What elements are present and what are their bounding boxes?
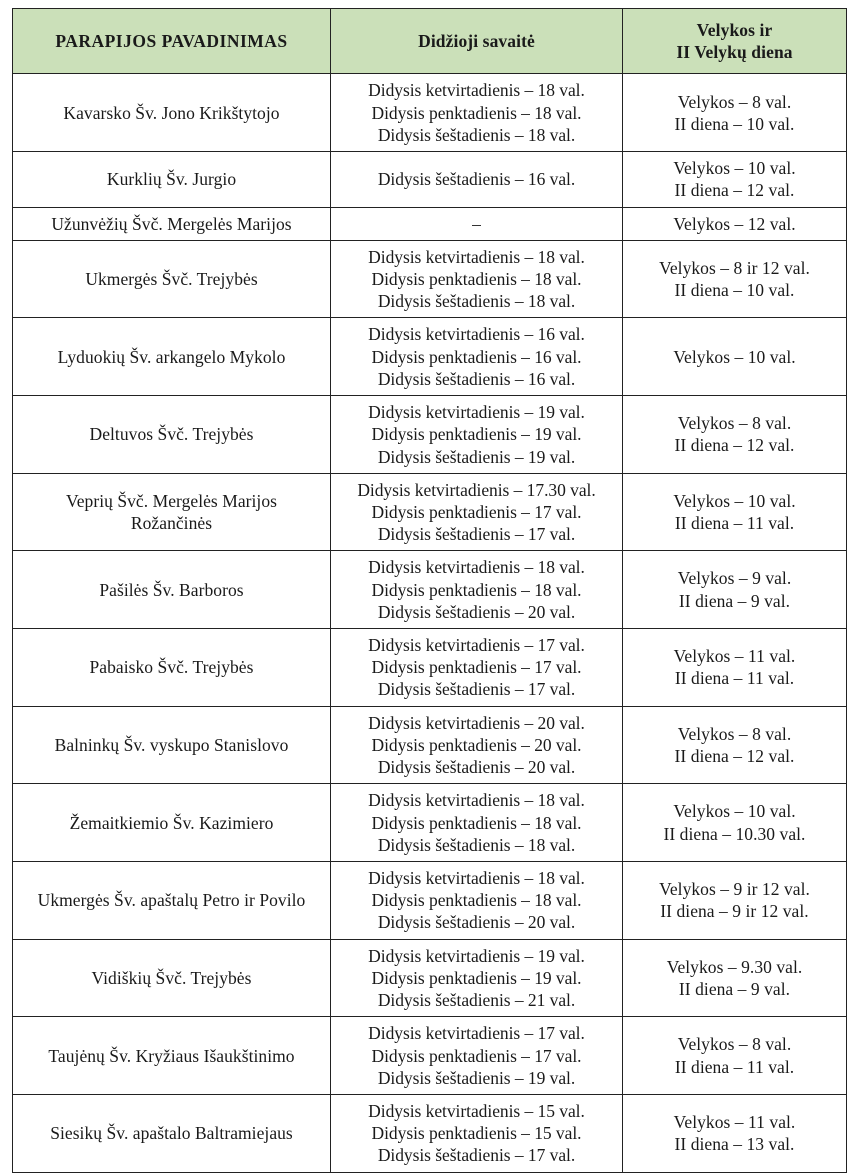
cell-line: Didysis šeštadienis – 18 val. bbox=[377, 124, 576, 145]
cell-line: Balninkų Šv. vyskupo Stanislovo bbox=[54, 734, 289, 755]
cell-text bbox=[19, 734, 324, 756]
cell-text bbox=[19, 1122, 324, 1144]
cell-line: II diena – 10.30 val. bbox=[663, 823, 806, 844]
cell-line: Didysis šeštadienis – 19 val. bbox=[377, 1067, 576, 1088]
cell-text bbox=[19, 967, 324, 989]
parish-name-cell bbox=[13, 1094, 331, 1172]
cell-line: II diena – 13 val. bbox=[674, 1134, 795, 1155]
cell-text bbox=[337, 246, 616, 313]
table-row bbox=[13, 318, 847, 396]
cell-line: Pašilės Šv. Barboros bbox=[99, 579, 244, 600]
cell-line: II diena – 9 val. bbox=[678, 978, 791, 999]
parish-name-cell bbox=[13, 152, 331, 207]
easter-schedule-cell bbox=[623, 862, 847, 940]
table-row bbox=[13, 862, 847, 940]
cell-line: Didysis ketvirtadienis – 17 val. bbox=[368, 1023, 585, 1044]
holy-week-schedule-cell bbox=[331, 152, 623, 207]
cell-line: Didysis ketvirtadienis – 17 val. bbox=[368, 635, 585, 656]
table-row bbox=[13, 74, 847, 152]
cell-text bbox=[337, 789, 616, 856]
cell-line: Didysis šeštadienis – 17 val. bbox=[377, 679, 576, 700]
cell-line: Velykos – 8 val. bbox=[677, 413, 792, 434]
table-row bbox=[13, 152, 847, 207]
cell-line: Didysis penktadienis – 19 val. bbox=[371, 967, 582, 988]
cell-line: II diena – 10 val. bbox=[674, 113, 795, 134]
table-row bbox=[13, 784, 847, 862]
cell-line: Didysis penktadienis – 16 val. bbox=[371, 346, 582, 367]
cell-text bbox=[629, 645, 840, 689]
table-row bbox=[13, 207, 847, 240]
cell-line: Velykos – 12 val. bbox=[673, 213, 796, 234]
table-row bbox=[13, 396, 847, 474]
holy-week-schedule-cell bbox=[331, 706, 623, 784]
cell-line: Didysis penktadienis – 18 val. bbox=[371, 812, 582, 833]
table-header-row bbox=[13, 9, 847, 74]
cell-line: Didysis šeštadienis – 18 val. bbox=[377, 291, 576, 312]
column-header-easter bbox=[623, 9, 847, 74]
cell-text bbox=[629, 956, 840, 1000]
cell-line: Didysis penktadienis – 17 val. bbox=[371, 1045, 582, 1066]
cell-line: Didysis penktadienis – 17 val. bbox=[371, 657, 582, 678]
cell-text bbox=[19, 1045, 324, 1067]
cell-line: Velykos – 10 val. bbox=[673, 158, 796, 179]
holy-week-schedule-cell bbox=[331, 551, 623, 629]
cell-text bbox=[337, 323, 616, 390]
cell-line: Didysis penktadienis – 20 val. bbox=[371, 734, 582, 755]
parish-name-cell bbox=[13, 784, 331, 862]
cell-line: Velykos – 8 val. bbox=[677, 91, 792, 112]
cell-line: Velykos – 9 val. bbox=[677, 568, 792, 589]
parish-name-cell bbox=[13, 74, 331, 152]
cell-line: Veprių Švč. Mergelės Marijos bbox=[65, 490, 278, 511]
table-body bbox=[13, 74, 847, 1172]
cell-line: – bbox=[472, 213, 481, 234]
easter-schedule-cell bbox=[623, 396, 847, 474]
easter-schedule-cell bbox=[623, 629, 847, 707]
cell-line: Velykos – 11 val. bbox=[673, 1112, 796, 1133]
header-line: PARAPIJOS PAVADINIMAS bbox=[55, 31, 288, 52]
cell-line: Ukmergės Švč. Trejybės bbox=[85, 268, 258, 289]
cell-line: Didysis ketvirtadienis – 18 val. bbox=[368, 246, 585, 267]
easter-schedule-cell bbox=[623, 74, 847, 152]
cell-text bbox=[629, 346, 840, 368]
parish-name-cell bbox=[13, 207, 331, 240]
cell-line: Didysis ketvirtadienis – 20 val. bbox=[368, 712, 585, 733]
table-row bbox=[13, 551, 847, 629]
cell-line: Didysis šeštadienis – 16 val. bbox=[377, 169, 576, 190]
parish-name-cell bbox=[13, 939, 331, 1017]
cell-line: Ukmergės Šv. apaštalų Petro ir Povilo bbox=[37, 890, 306, 911]
cell-line: II diena – 12 val. bbox=[674, 435, 795, 456]
easter-schedule-cell bbox=[623, 939, 847, 1017]
cell-line: Didysis penktadienis – 18 val. bbox=[371, 102, 582, 123]
cell-line: Didysis šeštadienis – 19 val. bbox=[377, 446, 576, 467]
cell-line: Didysis šeštadienis – 20 val. bbox=[377, 601, 576, 622]
cell-text bbox=[19, 579, 324, 601]
cell-text bbox=[337, 168, 616, 190]
cell-text bbox=[337, 1100, 616, 1167]
cell-line: Siesikų Šv. apaštalo Baltramiejaus bbox=[50, 1123, 293, 1144]
cell-text bbox=[337, 634, 616, 701]
cell-text bbox=[19, 346, 324, 368]
cell-text bbox=[337, 1022, 616, 1089]
parish-name-cell bbox=[13, 706, 331, 784]
cell-text bbox=[629, 567, 840, 611]
cell-line: Velykos – 10 val. bbox=[673, 346, 796, 367]
cell-text bbox=[19, 268, 324, 290]
cell-line: Velykos – 9.30 val. bbox=[666, 956, 803, 977]
cell-line: Vidiškių Švč. Trejybės bbox=[91, 967, 252, 988]
easter-schedule-cell bbox=[623, 207, 847, 240]
parish-name-cell bbox=[13, 318, 331, 396]
cell-text bbox=[337, 867, 616, 934]
cell-text bbox=[337, 945, 616, 1012]
cell-text bbox=[337, 79, 616, 146]
cell-line: Didysis šeštadienis – 16 val. bbox=[377, 368, 576, 389]
cell-line: Didysis ketvirtadienis – 19 val. bbox=[368, 402, 585, 423]
holy-week-schedule-cell bbox=[331, 1017, 623, 1095]
cell-text bbox=[629, 412, 840, 456]
cell-line: II diena – 9 val. bbox=[678, 590, 791, 611]
cell-text bbox=[337, 401, 616, 468]
easter-schedule-cell bbox=[623, 1017, 847, 1095]
cell-line: Didysis ketvirtadienis – 15 val. bbox=[368, 1100, 585, 1121]
cell-line: II diena – 12 val. bbox=[674, 746, 795, 767]
table-row bbox=[13, 706, 847, 784]
cell-line: Didysis šeštadienis – 17 val. bbox=[377, 1145, 576, 1166]
cell-text bbox=[629, 1033, 840, 1077]
easter-schedule-cell bbox=[623, 784, 847, 862]
column-header-text bbox=[629, 19, 840, 63]
cell-text bbox=[629, 257, 840, 301]
cell-text bbox=[337, 556, 616, 623]
cell-line: Didysis penktadienis – 17 val. bbox=[371, 501, 582, 522]
column-header-parish bbox=[13, 9, 331, 74]
cell-line: Didysis ketvirtadienis – 18 val. bbox=[368, 80, 585, 101]
cell-line: Kavarsko Šv. Jono Krikštytojo bbox=[63, 102, 280, 123]
cell-line: Didysis ketvirtadienis – 18 val. bbox=[368, 868, 585, 888]
cell-line: II diena – 10 val. bbox=[674, 280, 795, 301]
parish-schedule-table bbox=[12, 8, 847, 1173]
cell-line: Didysis ketvirtadienis – 17.30 val. bbox=[357, 479, 596, 500]
cell-text bbox=[19, 490, 324, 534]
cell-line: Didysis ketvirtadienis – 19 val. bbox=[368, 945, 585, 966]
cell-text bbox=[629, 723, 840, 767]
parish-name-cell bbox=[13, 240, 331, 318]
cell-line: Didysis penktadienis – 15 val. bbox=[371, 1123, 582, 1144]
easter-schedule-cell bbox=[623, 1094, 847, 1172]
cell-text bbox=[337, 712, 616, 779]
cell-line: Pabaisko Švč. Trejybės bbox=[89, 657, 254, 678]
cell-line: Kurklių Šv. Jurgio bbox=[106, 169, 237, 190]
cell-line: Didysis ketvirtadienis – 16 val. bbox=[368, 324, 585, 345]
cell-line: II diena – 9 ir 12 val. bbox=[660, 901, 809, 922]
table-row bbox=[13, 1017, 847, 1095]
cell-line: II diena – 12 val. bbox=[674, 180, 795, 201]
cell-line: Didysis šeštadienis – 21 val. bbox=[377, 990, 576, 1011]
cell-line: Didysis šeštadienis – 20 val. bbox=[377, 912, 576, 933]
parish-name-cell bbox=[13, 862, 331, 940]
parish-name-cell bbox=[13, 396, 331, 474]
cell-line: II diena – 11 val. bbox=[674, 1056, 795, 1077]
holy-week-schedule-cell bbox=[331, 207, 623, 240]
cell-text bbox=[629, 213, 840, 235]
cell-text bbox=[19, 168, 324, 190]
parish-name-cell bbox=[13, 629, 331, 707]
cell-line: Didysis ketvirtadienis – 18 val. bbox=[368, 790, 585, 811]
holy-week-schedule-cell bbox=[331, 318, 623, 396]
cell-line: Didysis ketvirtadienis – 18 val. bbox=[368, 557, 585, 578]
cell-line: Velykos – 11 val. bbox=[673, 646, 796, 667]
holy-week-schedule-cell bbox=[331, 473, 623, 551]
cell-line: Didysis šeštadienis – 20 val. bbox=[377, 757, 576, 778]
cell-text bbox=[629, 878, 840, 922]
column-header-text bbox=[337, 30, 616, 52]
cell-line: II diena – 11 val. bbox=[674, 668, 795, 689]
cell-text bbox=[629, 91, 840, 135]
cell-line: Deltuvos Švč. Trejybės bbox=[89, 424, 254, 445]
easter-schedule-cell bbox=[623, 551, 847, 629]
cell-line: Velykos – 9 ir 12 val. bbox=[659, 879, 810, 900]
cell-line: Užunvėžių Švč. Mergelės Marijos bbox=[51, 213, 292, 234]
easter-schedule-cell bbox=[623, 240, 847, 318]
cell-line: Taujėnų Šv. Kryžiaus Išaukštinimo bbox=[48, 1045, 295, 1066]
column-header-holy_week bbox=[331, 9, 623, 74]
cell-line: Velykos – 10 val. bbox=[673, 490, 796, 511]
cell-text bbox=[19, 102, 324, 124]
table-row bbox=[13, 473, 847, 551]
parish-name-cell bbox=[13, 473, 331, 551]
parish-name-cell bbox=[13, 551, 331, 629]
cell-text bbox=[19, 213, 324, 235]
cell-line: Didysis penktadienis – 19 val. bbox=[371, 424, 582, 445]
holy-week-schedule-cell bbox=[331, 74, 623, 152]
holy-week-schedule-cell bbox=[331, 784, 623, 862]
table-row bbox=[13, 240, 847, 318]
table-header bbox=[13, 9, 847, 74]
cell-text bbox=[629, 157, 840, 201]
cell-text bbox=[337, 213, 616, 235]
cell-text bbox=[629, 800, 840, 844]
easter-schedule-cell bbox=[623, 152, 847, 207]
cell-line: Velykos – 8 val. bbox=[677, 1034, 792, 1055]
column-header-text bbox=[19, 30, 324, 52]
holy-week-schedule-cell bbox=[331, 396, 623, 474]
cell-line: II diena – 11 val. bbox=[674, 513, 795, 534]
holy-week-schedule-cell bbox=[331, 240, 623, 318]
cell-line: Didysis šeštadienis – 17 val. bbox=[377, 524, 576, 545]
easter-schedule-cell bbox=[623, 318, 847, 396]
easter-schedule-cell bbox=[623, 473, 847, 551]
table-row bbox=[13, 939, 847, 1017]
cell-text bbox=[19, 423, 324, 445]
parish-name-cell bbox=[13, 1017, 331, 1095]
cell-text bbox=[629, 1111, 840, 1155]
cell-text bbox=[629, 490, 840, 534]
header-line: Didžioji savaitė bbox=[418, 31, 535, 52]
cell-line: Velykos – 8 ir 12 val. bbox=[659, 257, 810, 278]
holy-week-schedule-cell bbox=[331, 1094, 623, 1172]
cell-line: Velykos – 10 val. bbox=[673, 801, 796, 822]
holy-week-schedule-cell bbox=[331, 862, 623, 940]
cell-line: Didysis šeštadienis – 18 val. bbox=[377, 834, 576, 855]
cell-text bbox=[19, 656, 324, 678]
cell-line: Rožančinės bbox=[130, 513, 213, 534]
holy-week-schedule-cell bbox=[331, 939, 623, 1017]
header-line: Velykos ir bbox=[696, 20, 773, 40]
header-line: II Velykų diena bbox=[676, 42, 793, 63]
table-row bbox=[13, 629, 847, 707]
table-row bbox=[13, 1094, 847, 1172]
cell-line: Didysis penktadienis – 18 val. bbox=[371, 268, 582, 289]
easter-schedule-cell bbox=[623, 706, 847, 784]
cell-line: Velykos – 8 val. bbox=[677, 723, 792, 744]
cell-text bbox=[337, 479, 616, 546]
cell-line: Žemaitkiemio Šv. Kazimiero bbox=[69, 812, 274, 833]
cell-line: Didysis penktadienis – 18 val. bbox=[371, 579, 582, 600]
cell-text bbox=[19, 812, 324, 834]
cell-text bbox=[19, 889, 324, 911]
cell-line: Didysis penktadienis – 18 val. bbox=[371, 890, 582, 911]
holy-week-schedule-cell bbox=[331, 629, 623, 707]
cell-line: Lyduokių Šv. arkangelo Mykolo bbox=[57, 346, 286, 367]
